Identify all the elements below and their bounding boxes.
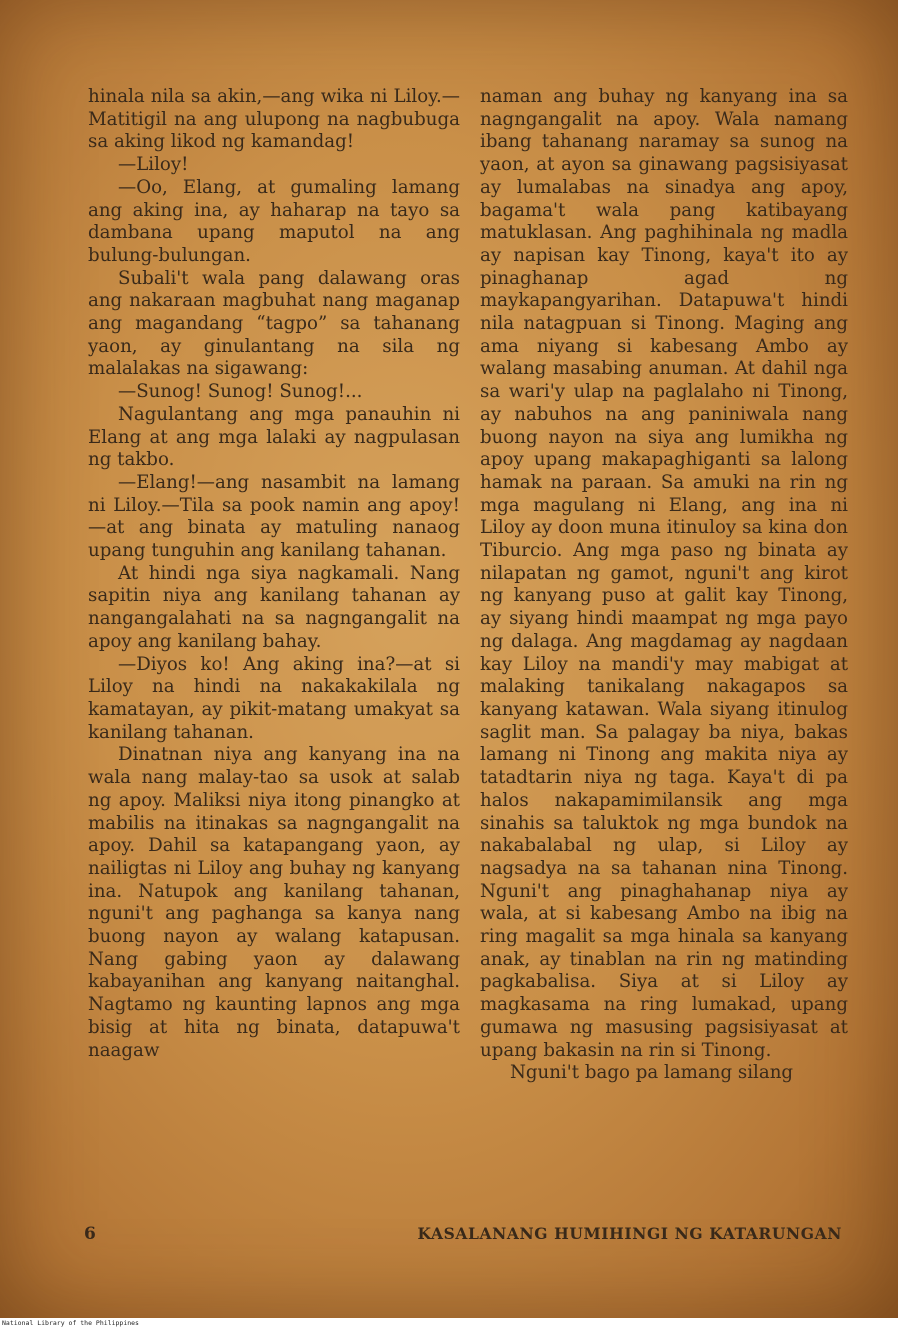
paragraph: —Elang!—ang nasambit na lamang ni Liloy.—Tila sa pook namin ang apoy!—at ang binata ay matuling nanaog upang tunguhin ang kanilang tahanan.	[88, 471, 460, 562]
paragraph: —Sunog! Sunog! Sunog!...	[118, 381, 363, 403]
left-column	[88, 86, 460, 1062]
library-credit: National Library of the Philippines	[2, 1319, 139, 1327]
paragraph: —Diyos ko! Ang aking ina?—at si Liloy na hindi na nakakakilala ng kamatayan, ay pikit-matang umakyat sa kanilang tahanan.	[88, 653, 460, 743]
paragraph: —Liloy!	[118, 154, 189, 176]
paragraph: At hindi nga siya nagkamali. Nang sapitin niya ang kanilang tahanan ay nangangalahati na sa nagngangalit na apoy ang kanilang bahay.	[88, 562, 460, 652]
paragraph: hinala nila sa akin,—ang wika ni Liloy.—Matitigil na ang ulupong na nagbubuga sa aking likod ng kamandag!	[88, 86, 460, 153]
paragraph: Dinatnan niya ang kanyang ina na wala nang malay-tao sa usok at salab ng apoy. Maliksi niya itong pinangko at mabilis na itinakas sa nagngangalit na apoy. Dahil sa katapangang yaon, ay nailigtas ni Liloy ang buhay ng kanyang ina. Natupok ang kanilang tahanan, nguni't ang paghanga sa kanya nang buong nayon ay walang katapusan. Nang gabing yaon ay dalawang kabayanihan ang kanyang naitanghal. Nagtamo ng kaunting lapnos ang mga bisig at hita ng binata, datapuwa't naagaw	[88, 744, 460, 1061]
paragraph: Nguni't bago pa lamang silang	[510, 1062, 794, 1084]
running-title: KASALANANG HUMIHINGI NG KATARUNGAN	[417, 1224, 842, 1243]
right-column	[480, 86, 848, 1085]
page-number: 6	[84, 1224, 96, 1244]
paragraph: Nagulantang ang mga panauhin ni Elang at ang mga lalaki ay nagpulasan ng takbo.	[88, 403, 460, 471]
paragraph: —Oo, Elang, at gumaling lamang ang aking ina, ay haharap na tayo sa dambana upang maputol na ang bulung-bulungan.	[88, 176, 460, 266]
paragraph: naman ang buhay ng kanyang ina sa nagngangalit na apoy. Wala namang ibang tahanang naramay sa sunog na yaon, at ayon sa ginawang pagsisiyasat ay lumalabas na sinadya ang apoy, bagama't wala pang katibayang matuklasan. Ang paghihinala ng madla ay napisan kay Tinong, kaya't ito ay pinaghanap agad ng maykapangyarihan. Datapuwa't hindi nila natagpuan si Tinong. Maging ang ama niyang si kabesang Ambo ay walang masabing anuman. At dahil nga sa wari'y ulap na paglalaho ni Tinong, ay nabuhos na ang paniniwala nang buong nayon na siya ang lumikha ng apoy upang makapaghiganti sa lalong hamak na paraan. Sa amuki na rin ng mga magulang ni Elang, ang ina ni Liloy ay doon muna itinuloy sa kina don Tiburcio. Ang mga paso ng binata ay nilapatan ng gamot, nguni't ang kirot ng kanyang puso at galit kay Tinong, ay siyang hindi maampat ng mga payo ng dalaga. Ang magdamag ay nagdaan kay Liloy na mandi'y may mabigat at malaking tanikalang nakagapos sa kanyang katawan. Wala siyang itinulog saglit man. Sa palagay ba niya, bakas lamang ni Tinong ang makita niya ay tatadtarin niya ng taga. Kaya't di pa halos nakapamimilansik ang mga sinahis sa taluktok ng mga bundok na nakabalabal ng ulap, si Liloy ay nagsadya na sa tahanan nina Tinong. Nguni't ang pinaghahanap niya ay wala, at si kabesang Ambo na ibig na ring magalit sa mga hinala sa kanyang anak, ay tinablan na rin ng matinding pagkabalisa. Siya at si Liloy ay magkasama na ring lumakad, upang gumawa ng masusing pagsisiyasat at upang bakasin na rin si Tinong.	[480, 86, 848, 1061]
paragraph: Subali't wala pang dalawang oras ang nakaraan magbuhat nang maganap ang magandang “tagpo” sa tahanang yaon, ay ginulantang na sila ng malalakas na sigawang:	[88, 267, 460, 380]
